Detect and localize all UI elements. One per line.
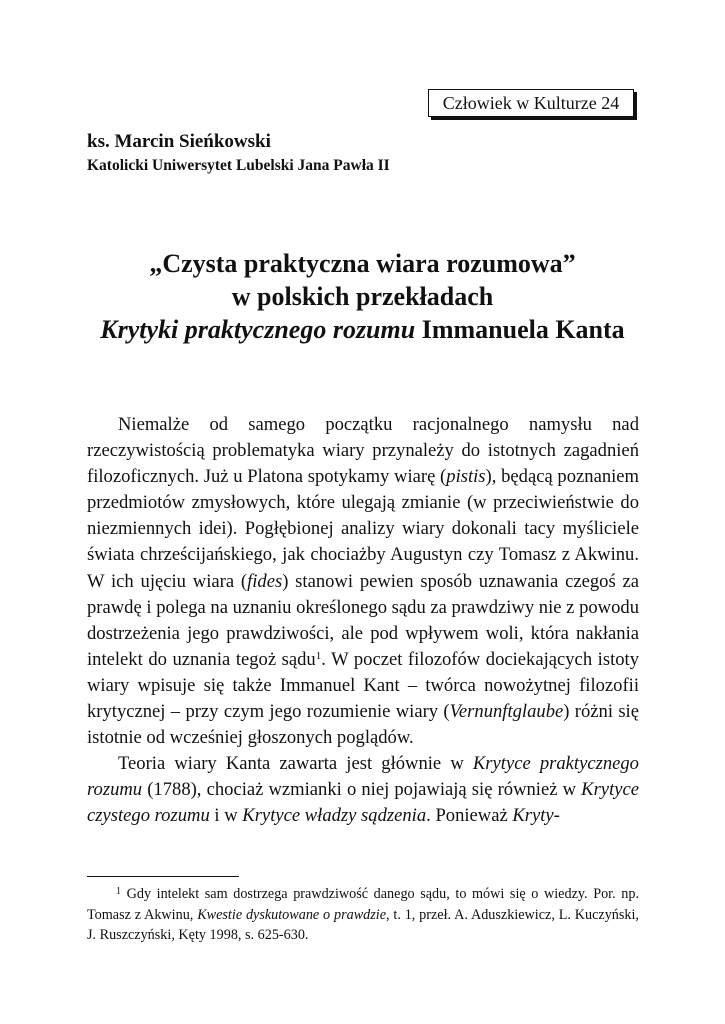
text-run: , t. 1, przeł. A. Aduszkiewicz, L. Kuczyński, J. Ruszczyński, Kęty 1998, s. 625-630. [87,906,639,944]
footnote-separator [87,876,239,877]
paragraph-2 [87,751,639,829]
work-title: Krytyce władzy sądzenia [242,805,427,827]
title-line-3-rest: Immanuela Kanta [415,315,625,344]
work-title: Kryty- [512,805,560,827]
text-run: ), będącą poznaniem przedmiotów zmysłowych, które ulegają zmianie (w przeciwieństwie do niezmiennych idei). Pogłębionej analizy wiary dokonali tacy myśliciele świata chrześcijańskiego, jak chociażby Augustyn czy Tomasz z Akwinu. W ich ujęciu wiara ( [87,466,639,592]
text-run: ) stanowi pewien sposób uznawania czegoś za prawdę i polega na uznaniu określonego sądu za prawdziwy nie z powodu dostrzeżenia jego prawdziwości, ale pod wpływem woli, która nakłania intelekt do uznania tegoż sądu [87,570,639,670]
article-title [60,247,665,346]
journal-label-box: Człowiek w Kulturze 24 [428,89,634,117]
footnote-ref-1[interactable]: 1 [315,649,322,662]
work-title: Krytyce czystego rozumu [87,779,639,827]
title-work-italic: Krytyki praktycznego rozumu [100,315,416,344]
title-line-1: „Czysta praktyczna wiara rozumowa” [149,249,576,278]
text-run: . Ponieważ [426,805,513,827]
footnote-1 [87,884,639,946]
author-name: ks. Marcin Sieńkowski [87,131,271,152]
title-line-3 [60,313,665,346]
text-run: ) różni się istotnie od wcześniej głoszonych poglądów. [87,701,639,749]
text-run: Gdy intelekt sam dostrzega prawdziwość danego sądu, to mówi się o wiedzy. Por. np. Tomasz z Akwinu, [87,886,639,923]
title-line-2: w polskich przekładach [231,282,494,311]
term-vernunftglaube: Vernunftglaube [449,701,564,723]
text-run: (1788), chociaż wzmianki o niej pojawiają się również w [142,779,582,801]
text-run: Niemalże od samego początku racjonalnego namysłu nad rzeczywistością problematyka wiary przynależy do istotnych zagadnień filozoficznych. Już u Platona spotykamy wiarę ( [87,414,639,488]
term-pistis: pistis [446,466,486,488]
paragraph-1 [87,412,639,751]
footnote-number: 1 [116,886,121,897]
text-run: Teoria wiary Kanta zawarta jest głównie w [118,753,473,775]
text-run: i w [209,805,243,827]
author-affiliation: Katolicki Uniwersytet Lubelski Jana Pawła II [87,157,390,174]
work-title: Krytyce praktycznego rozumu [87,753,639,801]
footnote-text [87,884,639,946]
text-run: . W poczet filozofów dociekających istoty wiary wpisuje się także Immanuel Kant – twórca nowożytnej filozofii krytycznej – przy czym jego rozumienie wiary ( [87,648,639,723]
term-fides: fides [247,570,283,592]
article-body [87,412,639,830]
work-title: Kwestie dyskutowane o prawdzie [197,906,387,923]
